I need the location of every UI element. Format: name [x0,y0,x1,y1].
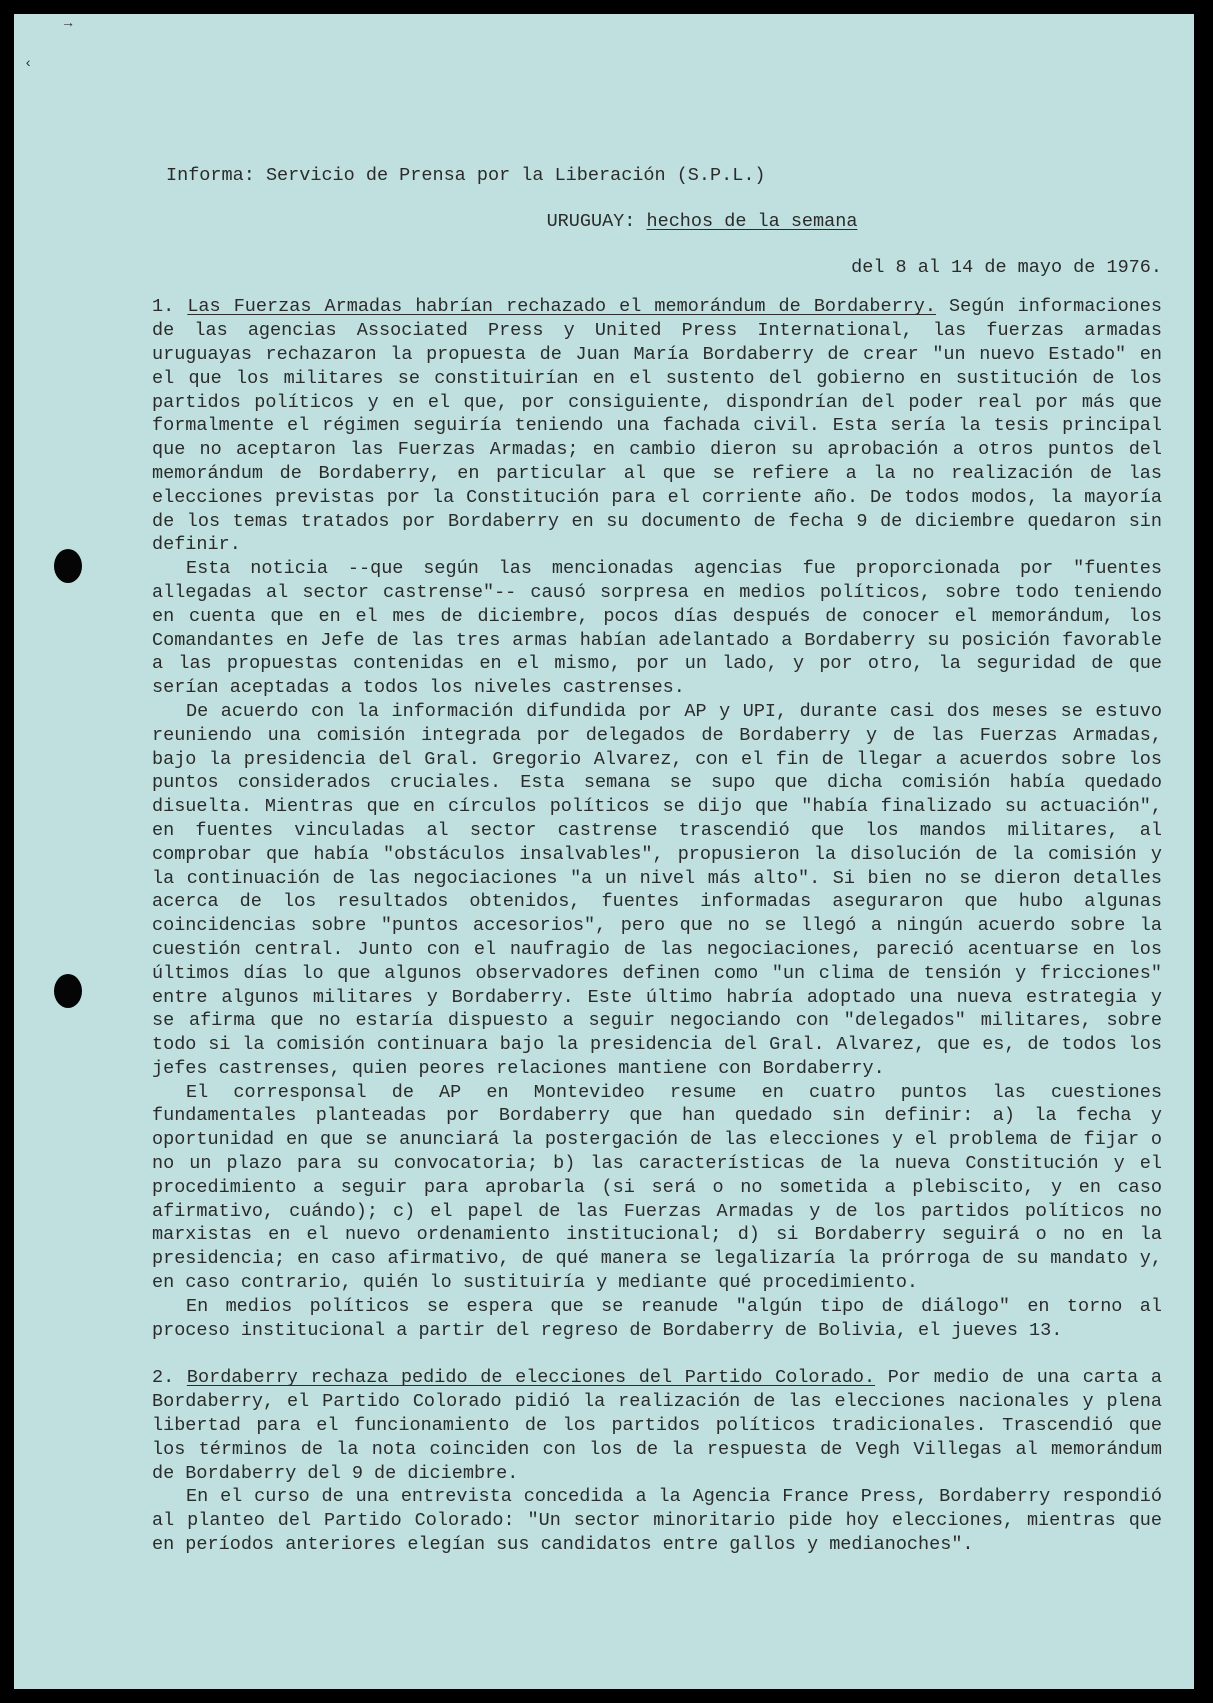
section-number: 1. [152,296,175,318]
source-label: Informa: [166,165,255,186]
document-page [14,14,1194,1689]
section-lead-paragraph [152,1366,1162,1485]
section-number: 2. [152,1367,175,1389]
section-lead-paragraph [152,295,1162,557]
punch-hole [54,974,82,1008]
section-lead-text: Por medio de una carta a Bordaberry, el Partido Colorado pidió la realización de las elecciones nacionales y plena libertad para el funcionamiento de los partidos políticos tradicionales. Trascendió que los términos de la nota coinciden con los de la respuesta de Vegh Villegas al memorándum de Bordaberry del 9 de diciembre. [152,1367,1162,1484]
page-mark: → [64,16,73,32]
section-heading: Bordaberry rechaza pedido de elecciones del Partido Colorado. [186,1367,876,1389]
punch-hole [54,549,82,583]
paragraph: De acuerdo con la información difundida por AP y UPI, durante casi dos meses se estuvo reuniendo una comisión integrada por delegados de Bordaberry y de las Fuerzas Armadas, bajo la presidencia del Gral. Gregorio Alvarez, con el fin de llegar a acuerdos sobre los puntos considerados cruciales. Esta semana se supo que dicha comisión había quedado disuelta. Mientras que en círculos políticos se dijo que "había finalizado su actuación", en fuentes vinculadas al sector castrense trascendió que los mandos militares, al comprobar que había "obstáculos insalvables", propusieron la disolución de la comisión y la continuación de las negociaciones "a un nivel más alto". Si bien no se dieron detalles acerca de los resultados obtenidos, fuentes informadas aseguraron que hubo algunas coincidencias sobre "puntos accesorios", pero que no se llegó a ningún acuerdo sobre la cuestión central. Junto con el naufragio de las negociaciones, pareció acentuarse en los últimos días lo que algunos observadores definen como "un clima de tensión y fricciones" entre algunos militares y Bordaberry. Este último habría adoptado una nueva estrategia y se afirma que no estaría dispuesto a seguir negociando con "delegados" militares, sobre todo si la comisión continuara bajo la presidencia del Gral. Alvarez, que es, de todos los jefes castrenses, quien peores relaciones mantiene con Bordaberry. [152,700,1162,1079]
date-range: del 8 al 14 de mayo de 1976. [851,256,1162,278]
page-mark: ‹ [24,56,33,72]
section-heading: Las Fuerzas Armadas habrían rechazado el memorándum de Bordaberry. [187,296,936,318]
document-body [152,164,1162,1557]
source-name: Servicio de Prensa por la Liberación (S.P.L.) [265,165,766,186]
source-header [166,164,1162,188]
paragraph: Esta noticia --que según las mencionadas agencias fue proporcionada por "fuentes allegadas al sector castrense"-- causó sorpresa en medios políticos, sobre todo teniendo en cuenta que en el mes de diciembre, pocos días después de conocer el memorándum, los Comandantes en Jefe de las tres armas habían adelantado a Bordaberry su posición favorable a las propuestas contenidas en el mismo, por un lado, y por otro, la seguridad de que serían aceptadas a todos los niveles castrenses. [152,558,1162,699]
section-2 [152,1366,1162,1556]
section-divider [152,1342,1162,1366]
paragraph: En el curso de una entrevista concedida a la Agencia France Press, Bordaberry respondió al planteo del Partido Colorado: "Un sector minoritario pide hoy elecciones, mientras que en períodos anteriores elegían sus candidatos entre gallos y medianoches". [152,1486,1162,1556]
title-subtitle: hechos de la semana [646,210,858,232]
title-country: URUGUAY: [546,210,636,232]
section-1 [152,295,1162,1342]
page-title [152,210,1162,234]
paragraph: En medios políticos se espera que se reanude "algún tipo de diálogo" en torno al proceso institucional a partir del regreso de Bordaberry de Bolivia, el jueves 13. [152,1295,1162,1341]
paragraph: El corresponsal de AP en Montevideo resume en cuatro puntos las cuestiones fundamentales planteadas por Bordaberry que han quedado sin definir: a) la fecha y oportunidad en que se anunciará la postergación de las elecciones y el problema de fijar o no un plazo para su convocatoria; b) las características de la nueva Constitución y el procedimiento a seguir para aprobarla (si será o no sometida a plebiscito, y en caso afirmativo, cuándo); c) el papel de las Fuerzas Armadas y de los partidos políticos no marxistas en el nuevo ordenamiento institucional; d) si Bordaberry seguirá o no en la presidencia; en caso afirmativo, de qué manera se legalizaría la prórroga de su mandato y, en caso contrario, quién lo sustituiría y mediante qué procedimiento. [152,1081,1162,1294]
section-lead-text: Según informaciones de las agencias Associated Press y United Press International, las fuerzas armadas uruguayas rechazaron la propuesta de Juan María Bordaberry de crear "un nuevo Estado" en el que los militares se constituirían en el sustento del gobierno en sustitución de los partidos políticos y en el que, por consiguiente, dispondrían del poder real por más que formalmente el régimen seguiría teniendo una fachada civil. Esta sería la tesis principal que no aceptaron las Fuerzas Armadas; en cambio dieron su aprobación a otros puntos del memorándum de Bordaberry, en particular al que se refiere a la no realización de las elecciones previstas por la Constitución para el corriente año. De todos modos, la mayoría de los temas tratados por Bordaberry en su documento de fecha 9 de diciembre quedaron sin definir. [152,296,1162,556]
